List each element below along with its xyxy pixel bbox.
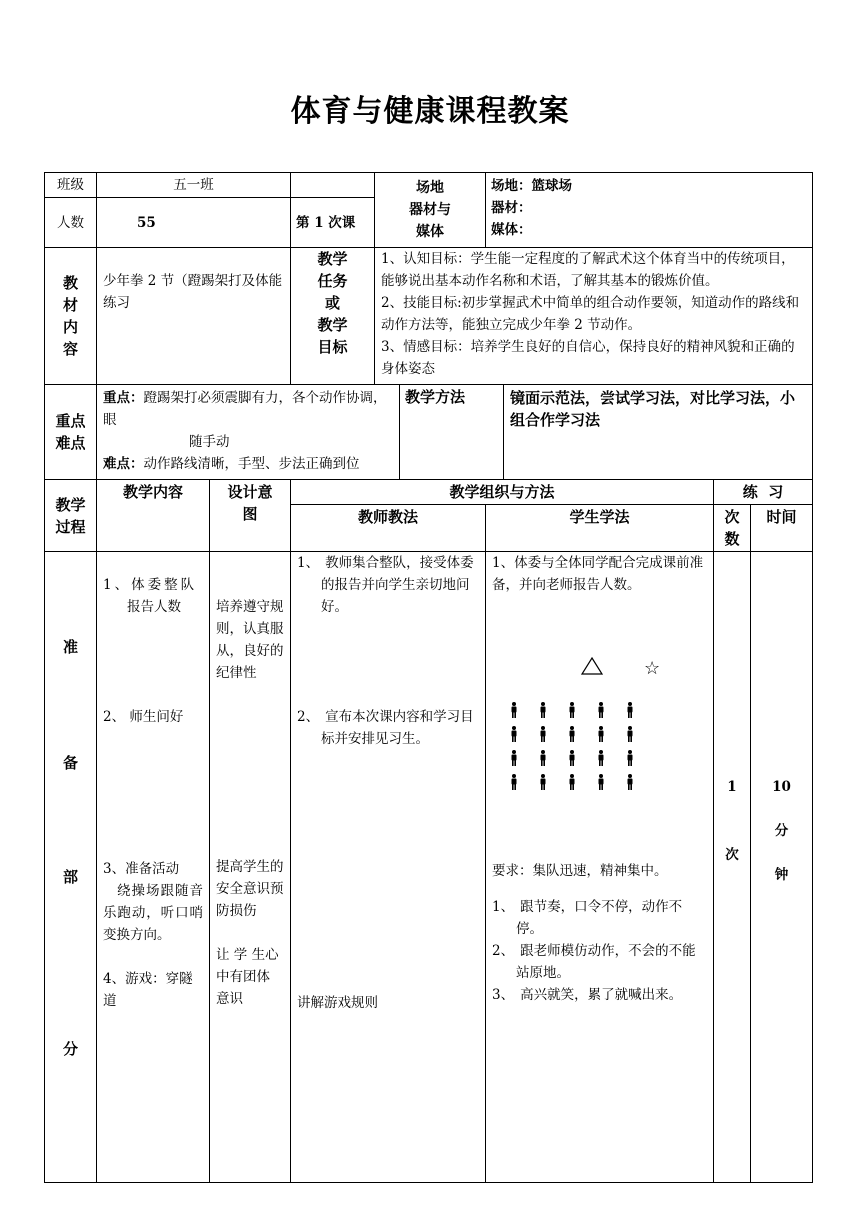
student-figure-icon	[568, 702, 576, 718]
student-method-header: 学生学法	[486, 505, 714, 552]
venue-details: 场地：篮球场 器材： 媒体：	[486, 173, 813, 248]
method-label: 教学方法	[400, 385, 504, 480]
prep-content	[97, 552, 210, 1183]
student-figure-icon	[568, 750, 576, 766]
process-label: 教学 过程	[45, 480, 97, 552]
design-discipline: 培养遵守规则，认真服从，良好的纪律性	[216, 599, 284, 681]
lesson-number: 第 1 次课	[291, 198, 375, 248]
goal-skill: 2、技能目标:初步掌握武术中简单的组合动作要领，知道动作的路线和动作方法等，能独立完成少年拳 2 节动作。	[381, 295, 800, 333]
student-figure-icon	[597, 774, 605, 790]
page-title: 体育与健康课程教案	[290, 94, 570, 129]
practice-header: 练 习	[714, 480, 813, 505]
student-figure-icon	[626, 774, 634, 790]
org-header: 教学组织与方法	[291, 480, 714, 505]
practice-duration: 10 分 钟	[751, 552, 813, 1183]
student-requirement: 要求：集队迅速，精神集中。	[492, 863, 668, 879]
teaching-goals	[375, 248, 813, 385]
student-figure-icon	[539, 774, 547, 790]
prep-student-method	[486, 552, 714, 1183]
blank-cell	[291, 173, 375, 198]
student-rule-1: 1、 跟节奏，口令不停，动作不停。	[492, 899, 683, 937]
prep-section-label: 准 备 部 分	[45, 552, 97, 1183]
teacher-step-2: 2、 宣布本次课内容和学习目标并安排见习生。	[297, 709, 474, 747]
student-rule-2: 2、 跟老师模仿动作，不会的不能站原地。	[492, 943, 696, 981]
lesson-plan-table	[44, 172, 813, 1183]
times-header: 次数	[714, 505, 751, 552]
teacher-triangle-icon	[580, 656, 604, 676]
prep-design	[210, 552, 291, 1183]
student-formation-grid	[510, 702, 655, 798]
key-difficulty: 重点：蹬踢架打必须震脚有力，各个动作协调，眼 随手动 难点：动作路线清晰，手型、步法正确到位	[97, 385, 400, 480]
goal-affective: 3、情感目标：培养学生良好的自信心，保持良好的精神风貌和正确的身体姿态	[381, 339, 795, 377]
student-figure-icon	[597, 750, 605, 766]
student-figure-icon	[510, 774, 518, 790]
prep-teacher-method	[291, 552, 486, 1183]
student-figure-icon	[597, 726, 605, 742]
formation-diagram	[492, 656, 707, 806]
student-figure-icon	[510, 750, 518, 766]
student-figure-icon	[510, 726, 518, 742]
method-text: 镜面示范法，尝试学习法，对比学习法，小组合作学习法	[504, 385, 813, 480]
student-figure-icon	[626, 702, 634, 718]
material-content: 少年拳 2 节（蹬踢架打及体能练习	[97, 248, 291, 385]
material-label: 教 材 内 容	[45, 248, 97, 385]
teacher-step-1: 1、 教师集合整队，接受体委的报告并向学生亲切地问好。	[297, 555, 474, 615]
prep-item-4: 4、游戏：穿隧道	[103, 971, 193, 1009]
teacher-method-header: 教师教法	[291, 505, 486, 552]
practice-times: 1 次	[714, 552, 751, 1183]
content-header: 教学内容	[97, 480, 210, 552]
teacher-game-rules: 讲解游戏规则	[297, 995, 378, 1011]
prep-item-2: 2、 师生问好	[103, 709, 184, 725]
duration-header: 时间	[751, 505, 813, 552]
design-team: 让 学 生心中有团体 意识	[216, 947, 279, 1007]
goal-cognitive: 1、认知目标：学生能一定程度的了解武术这个体育当中的传统项目，能够说出基本动作名称和术语，了解其基本的锻炼价值。	[381, 251, 795, 289]
student-figure-icon	[539, 726, 547, 742]
key-label: 重点 难点	[45, 385, 97, 480]
student-figure-icon	[539, 702, 547, 718]
student-rule-3: 3、 高兴就笑，累了就喊出来。	[492, 987, 683, 1003]
star-icon: ☆	[644, 658, 661, 679]
student-figure-icon	[539, 750, 547, 766]
student-step-1: 1、体委与全体同学配合完成课前准备，并向老师报告人数。	[492, 555, 704, 593]
prep-item-3: 3、准备活动 绕操场跟随音乐跑动，听口哨变换方向。	[103, 861, 203, 943]
student-figure-icon	[597, 702, 605, 718]
prep-item-1: 1、体委整队 报告人数	[103, 577, 198, 615]
student-figure-icon	[510, 702, 518, 718]
student-figure-icon	[568, 774, 576, 790]
class-value: 五一班	[97, 173, 291, 198]
student-figure-icon	[626, 750, 634, 766]
class-label: 班级	[45, 173, 97, 198]
design-header: 设计意 图	[210, 480, 291, 552]
venue-label: 场地 器材与 媒体	[375, 173, 486, 248]
student-figure-icon	[568, 726, 576, 742]
count-label: 人数	[45, 198, 97, 248]
count-value: 55	[97, 198, 291, 248]
task-label: 教学 任务 或 教学 目标	[291, 248, 375, 385]
student-figure-icon	[626, 726, 634, 742]
design-safety: 提高学生的安全意识预防损伤	[216, 859, 284, 919]
